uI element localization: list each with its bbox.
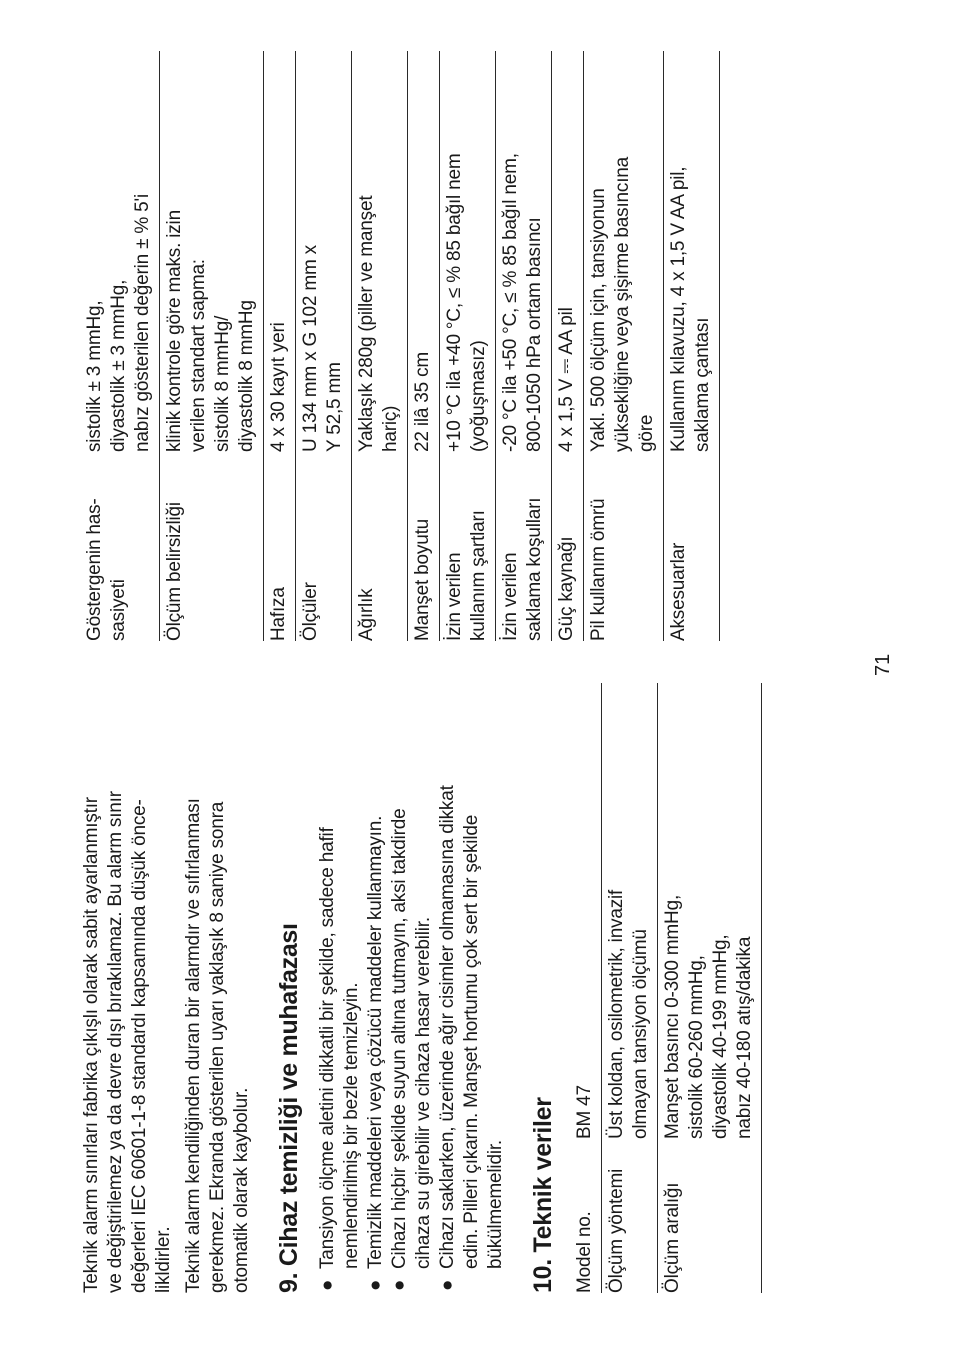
row-value: [80, 51, 160, 452]
row-value: [584, 51, 664, 452]
text-line: Kullanım kılavuzu, 4 x 1,5 V AA pil,: [668, 166, 689, 452]
bullet-icon: ●: [437, 1279, 458, 1291]
row-value: [160, 51, 264, 452]
bullet-icon: ●: [317, 1279, 338, 1291]
text-line: -20 °C ila +50 °C, ≤ % 85 bağıl nem,: [500, 153, 521, 452]
row-label: [584, 452, 664, 641]
text-line: cihaza su girebilir ve cihaza hasar verebilir.: [413, 917, 434, 1269]
text-line: edin. Pilleri çıkarın. Manşet hortumu çok sert bir şekilde: [461, 814, 482, 1269]
text-line: Ağırlık: [356, 588, 377, 641]
text-line: Pil kullanım ömrü: [588, 498, 609, 641]
row-label: Ölçüm aralığı: [658, 1139, 762, 1293]
row-label: [352, 452, 408, 641]
text-line: İzin verilen: [444, 552, 465, 641]
text-line: diyastolik 8 mmHg: [236, 300, 257, 452]
row-label: [440, 452, 496, 641]
text-line: Temizlik maddeleri veya çözücü maddeler kullanmayın.: [365, 815, 386, 1269]
table-row: [440, 51, 496, 641]
text-line: 4 x 1,5 V ⎓ AA pil: [556, 307, 577, 452]
text-line: İzin verilen: [500, 552, 521, 641]
text-line: (yoğuşmasız): [468, 340, 489, 452]
text-line: Güç kaynağı: [556, 536, 577, 641]
text-line: kullanım şartları: [468, 510, 489, 641]
row-label: [160, 452, 264, 641]
model-row: [570, 683, 602, 1293]
paragraph: [182, 683, 254, 1293]
model-label: Model no.: [574, 1211, 595, 1293]
row-value: [658, 683, 762, 1139]
technical-heading: 10. Teknik veriler: [529, 1097, 557, 1293]
text-line: sistolik 60-260 mmHg,: [686, 955, 707, 1139]
text-line: Yakl. 500 ölçüm için, tansiyonun: [588, 188, 609, 452]
left-column: [80, 683, 762, 1293]
text-line: diyastolik 40-199 mmHg,: [710, 934, 731, 1139]
row-label: Ölçüm yöntemi: [602, 1139, 658, 1293]
text-line: U 134 mm x G 102 mm x: [300, 245, 321, 452]
table-row: [584, 51, 664, 641]
specification-table: [80, 51, 720, 641]
text-line: Cihazı hiçbir şekilde suyun altına tutmayın, aksi takdirde: [389, 808, 410, 1269]
row-label: [496, 452, 552, 641]
text-line: Ölçüm belirsizliği: [164, 502, 185, 641]
row-label: [80, 452, 160, 641]
text-line: 22 ilâ 35 cm: [412, 351, 433, 452]
list-item: [364, 683, 388, 1293]
text-line: Yaklaşık 280g (piller ve manşet: [356, 195, 377, 452]
text-line: likldirler.: [153, 1226, 174, 1293]
paragraph: [80, 683, 176, 1293]
row-value: [496, 51, 552, 452]
text-line: Cihazı saklarken, üzerinde ağır cisimler olmamasına dikkat: [437, 785, 458, 1269]
row-value: [352, 51, 408, 452]
text-line: Manşet basıncı 0-300 mmHg,: [662, 894, 683, 1139]
text-line: nemlendirilmiş bir bezle temizleyin.: [341, 982, 362, 1269]
list-item: [316, 683, 364, 1293]
text-line: saklama çantası: [692, 317, 713, 452]
text-line: Üst koldan, osilometrik, invazif: [606, 889, 627, 1139]
text-line: göre: [636, 414, 657, 452]
text-line: ve değiştirilemez ya da devre dışı bırakılamaz. Bu alarm sınır: [105, 791, 126, 1293]
table-row: [552, 51, 584, 641]
text-line: Y 52,5 mm: [324, 362, 345, 452]
table-row: [602, 683, 658, 1293]
text-line: olmayan tansiyon ölçümü: [630, 929, 651, 1139]
text-line: Ölçüler: [300, 582, 321, 641]
text-line: nabız gösterilen değerin ± % 5'i: [132, 194, 153, 452]
table-row: [296, 51, 352, 641]
row-value: [440, 51, 496, 452]
text-line: nabız 40-180 atış/dakika: [734, 936, 755, 1139]
text-line: saklama koşulları: [524, 497, 545, 641]
text-line: Teknik alarm kendiliğinden duran bir alarmdır ve sıfırlanması: [183, 798, 204, 1293]
row-label: [552, 452, 584, 641]
table-row: [160, 51, 264, 641]
technical-section: [528, 683, 762, 1293]
row-value: [602, 683, 658, 1139]
table-row: [658, 683, 762, 1293]
text-line: yüksekliğine veya şişirme basıncına: [612, 156, 633, 452]
list-item: [436, 683, 508, 1293]
text-line: otomatik olarak kaybolur.: [231, 1087, 252, 1293]
row-value: [296, 51, 352, 452]
text-line: +10 °C ila +40 °C, ≤ % 85 bağıl nem: [444, 153, 465, 452]
text-line: diyastolik ± 3 mmHg,: [108, 279, 129, 452]
text-line: 4 x 30 kayıt yeri: [268, 322, 289, 452]
alarm-intro-text: [80, 683, 254, 1293]
model-value: BM 47: [574, 1085, 595, 1139]
text-line: Manşet boyutu: [412, 518, 433, 641]
row-value: [264, 51, 296, 452]
text-line: Hafıza: [268, 587, 289, 641]
text-line: Teknik alarm sınırları fabrika çıkışlı olarak sabit ayarlanmıştır: [81, 797, 102, 1293]
text-line: klinik kontrole göre maks. izin: [164, 210, 185, 452]
table-row: [352, 51, 408, 641]
text-line: Göstergenin has-: [84, 498, 105, 641]
row-label: [664, 452, 720, 641]
row-label: [296, 452, 352, 641]
table-row: [408, 51, 440, 641]
text-line: sistolik ± 3 mmHg,: [84, 300, 105, 452]
text-line: Aksesuarlar: [668, 542, 689, 641]
row-value: [664, 51, 720, 452]
cleaning-bullet-list: [316, 683, 508, 1293]
table-row: [664, 51, 720, 641]
table-row: [496, 51, 552, 641]
bullet-icon: ●: [389, 1279, 410, 1291]
bullet-icon: ●: [365, 1279, 386, 1291]
right-column: [80, 51, 720, 641]
text-line: Tansiyon ölçme aletini dikkatli bir şekilde, sadece hafif: [317, 827, 338, 1269]
technical-data-table: [570, 683, 762, 1293]
row-label: [408, 452, 440, 641]
text-line: verilen standart sapma:: [188, 259, 209, 452]
text-line: 800-1050 hPa ortam basıncı: [524, 217, 545, 452]
row-value: [552, 51, 584, 452]
text-line: bükülmemelidir.: [485, 1140, 506, 1269]
cleaning-section: [274, 683, 508, 1293]
text-line: gerekmez. Ekranda gösterilen uyarı yaklaşık 8 saniye sonra: [207, 801, 228, 1293]
row-label: [264, 452, 296, 641]
cleaning-heading: 9. Cihaz temizliği ve muhafazası: [275, 923, 303, 1293]
list-item: [388, 683, 436, 1293]
text-line: değerleri IEC 60601-1-8 standardı kapsamında düşük önce-: [129, 799, 150, 1293]
table-row: [80, 51, 160, 641]
text-line: sistolik 8 mmHg/: [212, 315, 233, 452]
row-value: [408, 51, 440, 452]
page-number: 71: [872, 653, 894, 676]
text-line: sasiyeti: [108, 579, 129, 641]
table-row: [264, 51, 296, 641]
text-line: hariç): [380, 405, 401, 452]
